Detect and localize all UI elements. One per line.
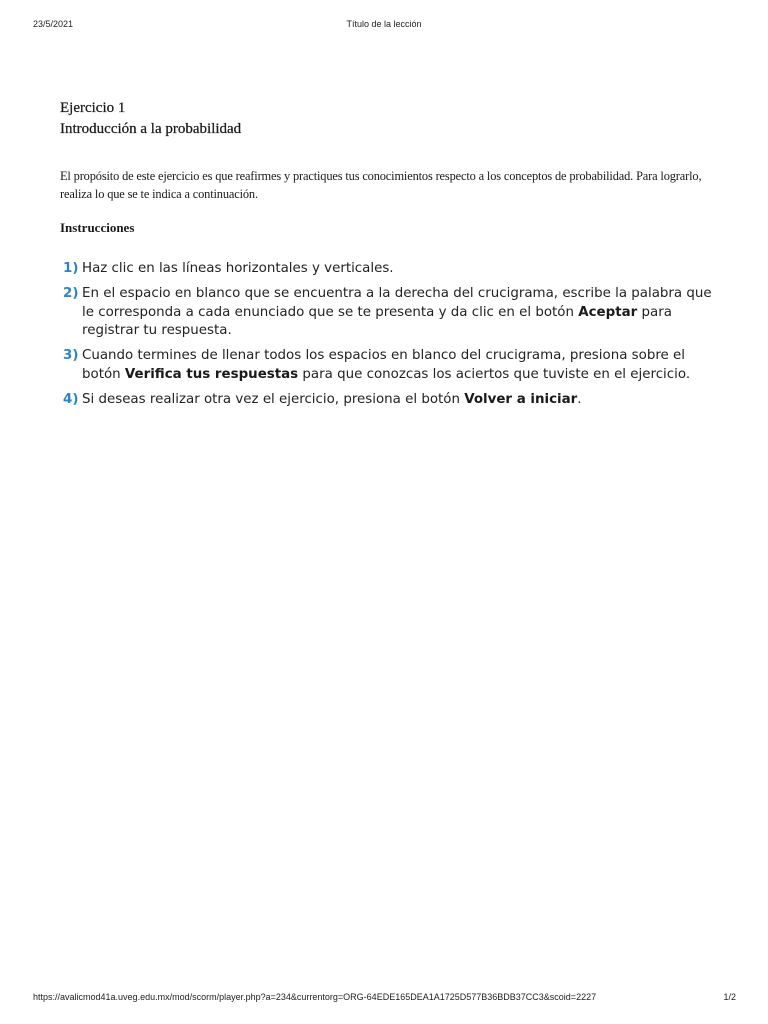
print-page-number: 1/2	[723, 992, 736, 1002]
step-button-name: Volver a iniciar	[464, 391, 578, 407]
lesson-content	[60, 98, 720, 416]
step-number: 4)	[63, 391, 79, 407]
print-header	[0, 19, 768, 33]
step-text-after: para que conozcas los aciertos que tuviste en el ejercicio.	[298, 366, 691, 382]
step-item	[60, 347, 720, 384]
instructions-heading: Instrucciones	[60, 220, 135, 235]
step-number: 2)	[63, 286, 79, 301]
print-page-title: Título de la lección	[346, 19, 422, 29]
exercise-label: Ejercicio 1	[60, 100, 126, 116]
step-text: Haz clic en las líneas horizontales y verticales.	[82, 261, 394, 276]
print-footer	[0, 992, 768, 1006]
step-item	[60, 260, 720, 279]
lesson-title	[60, 98, 720, 140]
intro-paragraph: El propósito de este ejercicio es que reafirmes y practiques tus conocimientos respecto a los conceptos de probabilidad. Para lograrlo, realiza lo que se te indica a continuación.	[60, 169, 702, 201]
step-text-after: .	[577, 391, 582, 407]
step-text: En el espacio en blanco que se encuentra a la derecha del crucigrama, escribe la palabra que le corresponda a cada enunciado que se te presenta y da clic en el botón	[82, 286, 712, 320]
step-number: 3)	[63, 348, 79, 363]
exercise-title: Introducción a la probabilidad	[60, 121, 242, 137]
step-button-name: Verifica tus respuestas	[124, 366, 299, 382]
print-url: https://avalicmod41a.uveg.edu.mx/mod/scorm/player.php?a=234&currentorg=ORG-64EDE165DEA1A1725D577B36BDB37CC3&scoid=2227	[33, 992, 597, 1002]
step-item	[60, 391, 720, 410]
step-text: Cuando termines de llenar todos los espacios en blanco del crucigrama, presiona sobre el botón	[82, 348, 685, 382]
step-button-name: Aceptar	[578, 304, 638, 320]
instruction-steps	[60, 260, 720, 409]
step-number: 1)	[63, 261, 79, 276]
print-date: 23/5/2021	[33, 19, 74, 29]
step-text: Si deseas realizar otra vez el ejercicio, presiona el botón	[82, 391, 465, 407]
step-text-after: para registrar tu respuesta.	[82, 304, 672, 338]
step-item	[60, 285, 720, 341]
